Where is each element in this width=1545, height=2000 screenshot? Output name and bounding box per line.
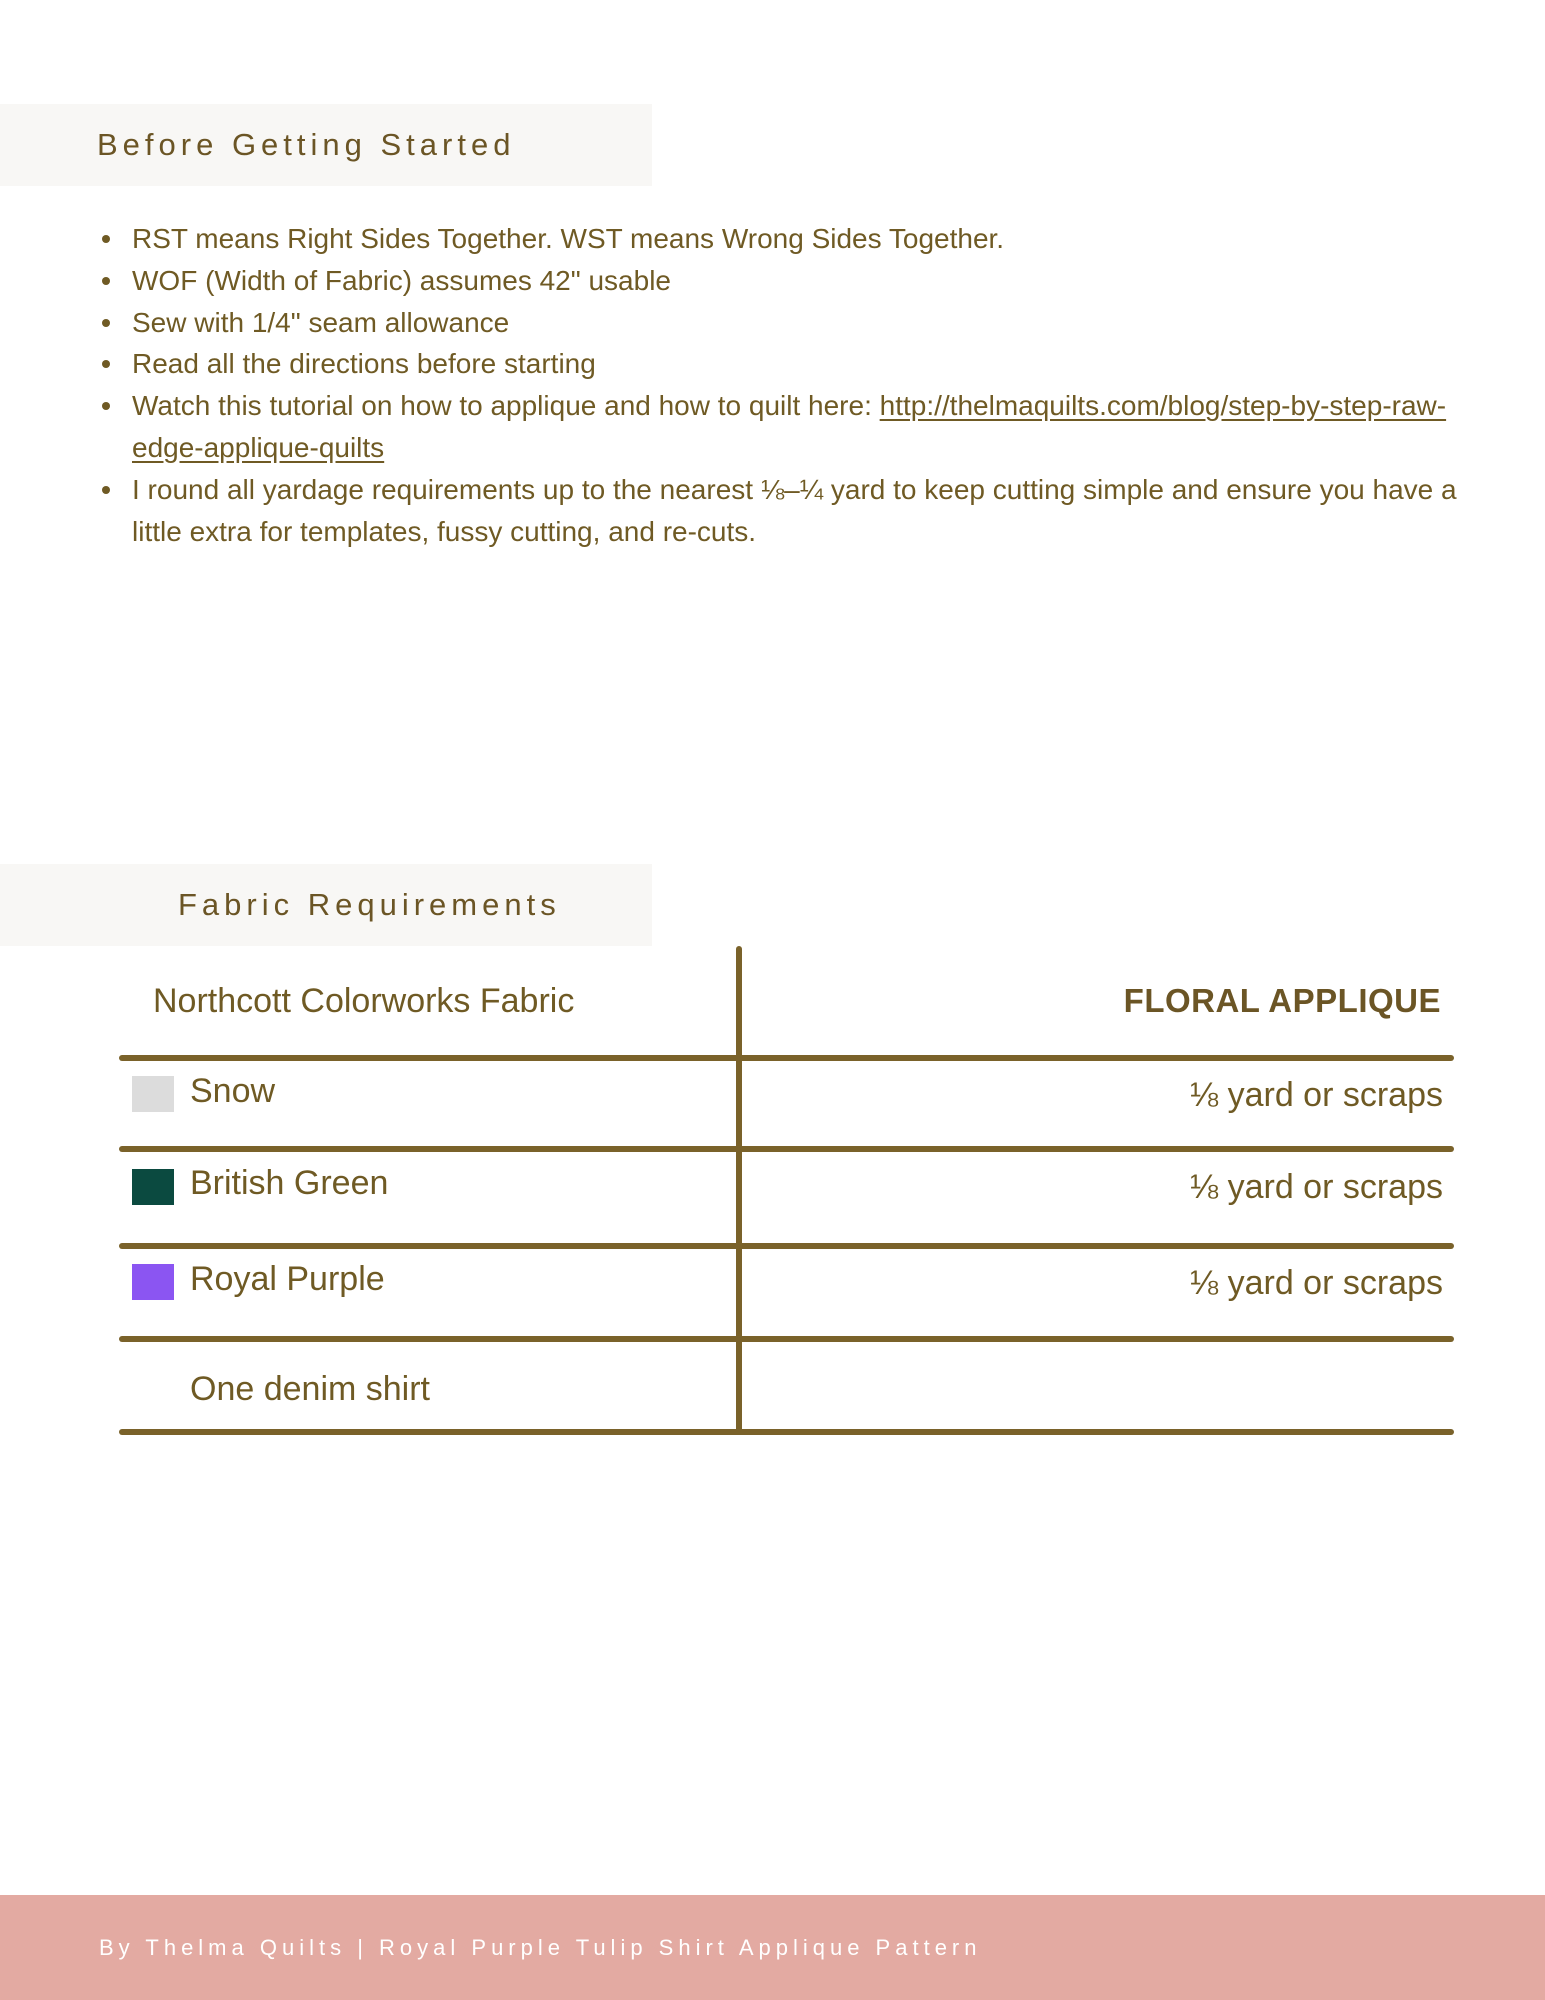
- table-column-divider: [736, 946, 742, 1433]
- fabric-name: Royal Purple: [190, 1260, 385, 1298]
- page-footer: [0, 1895, 1545, 2000]
- instructions-list: [97, 218, 1492, 552]
- color-swatch-snow: [132, 1076, 174, 1112]
- list-item: Watch this tutorial on how to applique and how to quilt here: http://thelmaquilts.com/blog/step-by-step-raw-edge-applique-quilts: [132, 385, 1492, 469]
- list-item: I round all yardage requirements up to the nearest ⅛–¼ yard to keep cutting simple and ensure you have a little extra for templates, fussy cutting, and re-cuts.: [132, 469, 1492, 553]
- section-header-before-getting-started: [0, 104, 652, 186]
- section-header-fabric-requirements: [0, 864, 652, 946]
- table-header-floral-applique: FLORAL APPLIQUE: [1123, 982, 1441, 1019]
- tutorial-link[interactable]: http://thelmaquilts.com/blog/step-by-step-raw-edge-applique-quilts: [132, 390, 1447, 463]
- list-item: WOF (Width of Fabric) assumes 42" usable: [132, 260, 1492, 302]
- list-item: RST means Right Sides Together. WST means Wrong Sides Together.: [132, 218, 1492, 260]
- fabric-amount: ⅛ yard or scraps: [1189, 1168, 1443, 1206]
- color-swatch-british-green: [132, 1169, 174, 1205]
- table-header-fabric: Northcott Colorworks Fabric: [153, 982, 575, 1020]
- table-rule: [119, 1336, 1454, 1342]
- color-swatch-royal-purple: [132, 1264, 174, 1300]
- table-rule: [119, 1243, 1454, 1249]
- fabric-name: British Green: [190, 1164, 389, 1202]
- table-rule: [119, 1146, 1454, 1152]
- fabric-amount: ⅛ yard or scraps: [1189, 1264, 1443, 1302]
- fabric-name: Snow: [190, 1072, 276, 1110]
- section-title: Fabric Requirements: [178, 887, 561, 922]
- list-item: Sew with 1/4" seam allowance: [132, 302, 1492, 344]
- footer-text: By Thelma Quilts | Royal Purple Tulip Shirt Applique Pattern: [99, 1934, 982, 1960]
- table-rule: [119, 1429, 1454, 1435]
- list-item: Read all the directions before starting: [132, 343, 1492, 385]
- section-title: Before Getting Started: [97, 127, 516, 162]
- fabric-amount: ⅛ yard or scraps: [1189, 1076, 1443, 1114]
- fabric-name: One denim shirt: [190, 1370, 430, 1408]
- table-rule: [119, 1055, 1454, 1061]
